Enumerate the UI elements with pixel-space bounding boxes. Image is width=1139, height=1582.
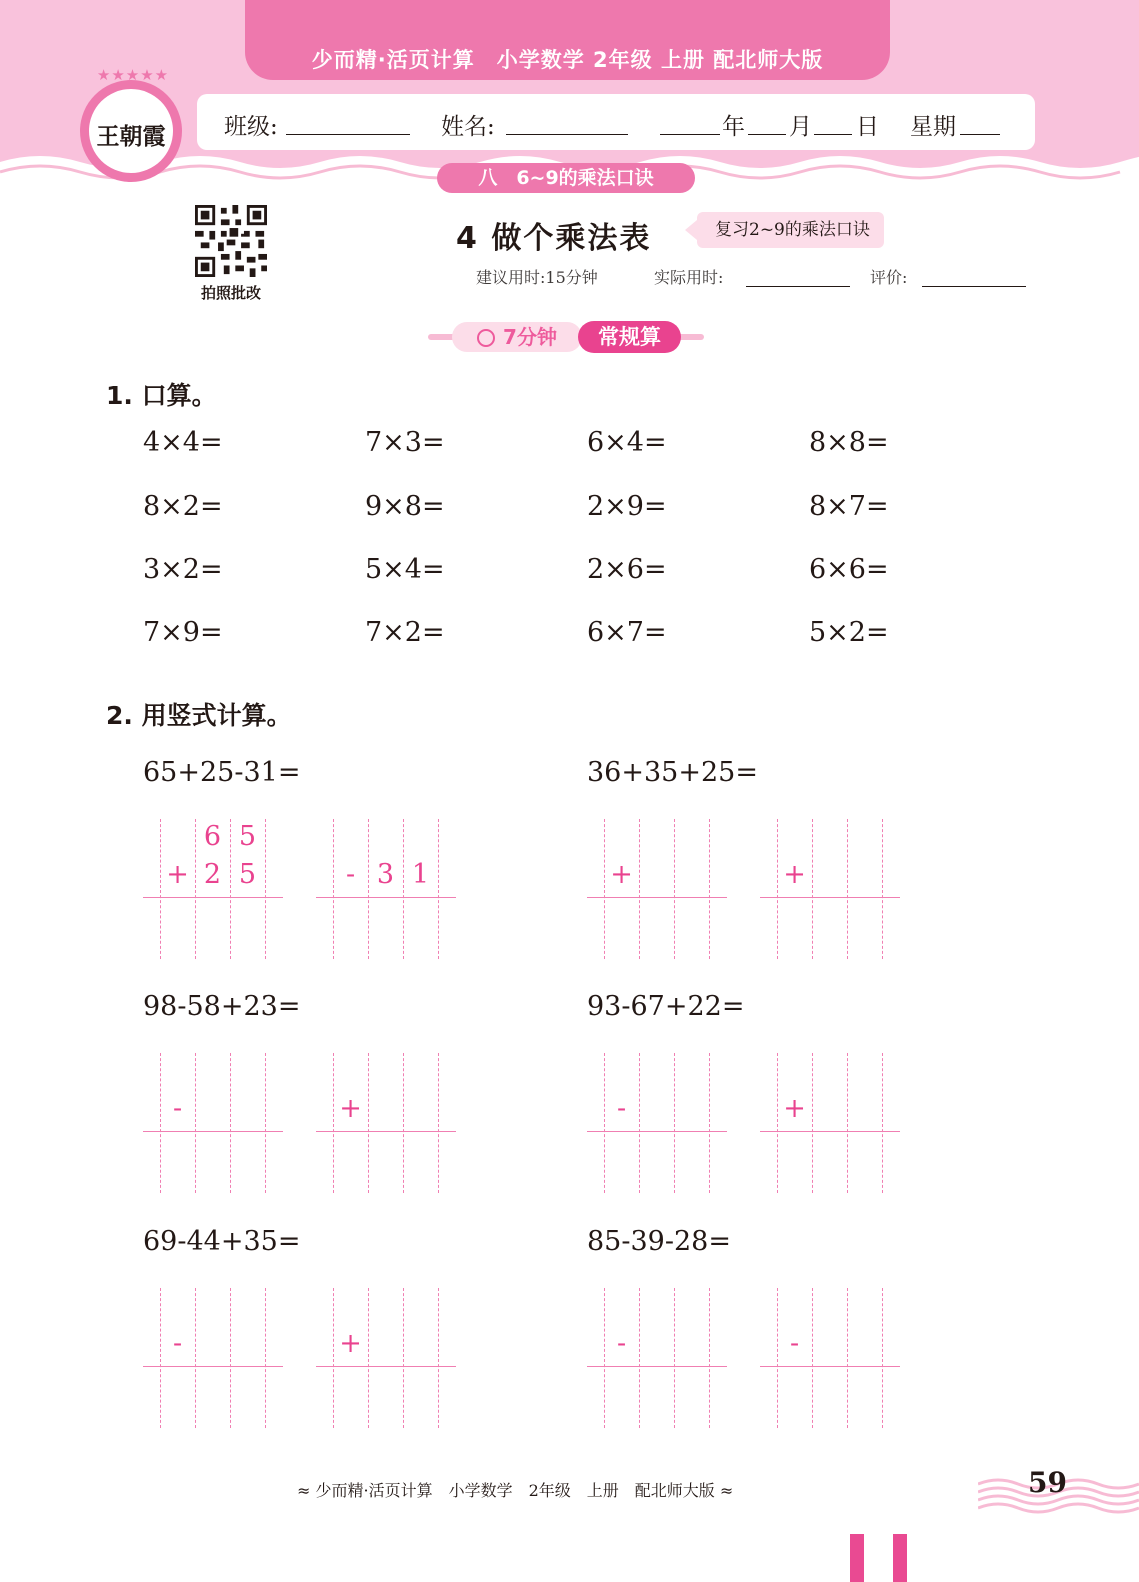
footer-text: ≈ 少而精·活页计算 小学数学 2年级 上册 配北师大版 ≈ <box>297 1481 734 1500</box>
day-field[interactable] <box>814 134 852 135</box>
actual-time-field[interactable] <box>746 286 850 287</box>
grid-column-line <box>403 1288 404 1428</box>
timer-duration <box>452 322 582 352</box>
month-label: 月 <box>789 114 812 140</box>
grid-column-line <box>674 1288 675 1428</box>
calculation-grid[interactable] <box>587 1053 727 1193</box>
oral-problem[interactable]: 2×9= <box>587 491 667 522</box>
month-field[interactable] <box>748 134 786 135</box>
grid-sum-line <box>143 1366 283 1367</box>
grid-column-line <box>812 1288 813 1428</box>
calculation-grid[interactable] <box>760 1288 900 1428</box>
vertical-problem-expression: 85-39-28= <box>587 1226 731 1257</box>
oral-problem[interactable]: 6×6= <box>809 554 889 585</box>
grid-sum-line <box>316 1131 456 1132</box>
unit-title: 八 6~9的乘法口诀 <box>437 163 695 193</box>
grid-column-line <box>812 819 813 959</box>
grid-column-line <box>230 1288 231 1428</box>
oral-problem[interactable]: 8×2= <box>143 491 223 522</box>
year-label: 年 <box>722 114 745 140</box>
footer-bar-left <box>850 1534 864 1582</box>
grid-column-line <box>639 1288 640 1428</box>
calculation-grid[interactable] <box>143 819 283 959</box>
grid-digit: - <box>172 1093 183 1124</box>
grid-sum-line <box>587 1131 727 1132</box>
vertical-problem-expression: 93-67+22= <box>587 991 745 1022</box>
timer-duration-text: 7分钟 <box>503 325 557 349</box>
oral-problem[interactable]: 4×4= <box>143 427 223 458</box>
grid-column-line <box>847 1053 848 1193</box>
footer-bar-right <box>893 1534 907 1582</box>
grid-column-line <box>674 1053 675 1193</box>
stopwatch-icon <box>477 329 495 347</box>
grid-column-line <box>882 1053 883 1193</box>
oral-problem[interactable]: 2×6= <box>587 554 667 585</box>
grid-column-line <box>438 819 439 959</box>
calculation-grid[interactable] <box>316 819 456 959</box>
review-tag: 复习2~9的乘法口诀 <box>697 212 884 248</box>
class-field[interactable] <box>286 134 410 135</box>
grid-digit: + <box>339 1093 362 1124</box>
grid-digit: + <box>610 859 633 890</box>
grid-sum-line <box>760 1366 900 1367</box>
oral-problem[interactable]: 7×2= <box>365 617 445 648</box>
grid-column-line <box>265 819 266 959</box>
grid-digit: - <box>616 1093 627 1124</box>
suggested-time: 建议用时:15分钟 <box>476 268 598 287</box>
calculation-grid[interactable] <box>587 819 727 959</box>
grid-column-line <box>812 1053 813 1193</box>
page-number: 59 <box>1028 1466 1067 1499</box>
evaluation-label: 评价: <box>870 268 908 287</box>
logo-stars: ★★★★★ <box>96 66 170 84</box>
grid-digit: - <box>172 1328 183 1359</box>
oral-problem[interactable]: 6×4= <box>587 427 667 458</box>
name-field[interactable] <box>506 134 628 135</box>
calculation-grid[interactable] <box>143 1288 283 1428</box>
grid-column-line <box>674 819 675 959</box>
grid-column-line <box>265 1053 266 1193</box>
grid-digit: - <box>616 1328 627 1359</box>
grid-column-line <box>639 1053 640 1193</box>
grid-digit: 5 <box>238 859 257 890</box>
day-label: 日 <box>856 114 879 140</box>
q2-title: 2. 用竖式计算。 <box>106 701 292 730</box>
calculation-grid[interactable] <box>316 1288 456 1428</box>
grid-sum-line <box>316 897 456 898</box>
grid-digit: 5 <box>238 821 257 852</box>
calculation-grid[interactable] <box>587 1288 727 1428</box>
grid-column-line <box>195 1053 196 1193</box>
grid-digit: 3 <box>376 859 395 890</box>
weekday-label: 星期 <box>910 114 956 140</box>
grid-digit: + <box>783 1093 806 1124</box>
grid-sum-line <box>760 897 900 898</box>
vertical-problem-expression: 69-44+35= <box>143 1226 301 1257</box>
actual-time-label: 实际用时: <box>654 268 724 287</box>
vertical-problem-expression: 36+35+25= <box>587 757 758 788</box>
grid-column-line <box>195 1288 196 1428</box>
grid-column-line <box>709 1053 710 1193</box>
grid-digit: - <box>345 859 356 890</box>
oral-problem[interactable]: 7×9= <box>143 617 223 648</box>
grid-column-line <box>403 1053 404 1193</box>
weekday-field[interactable] <box>960 134 1000 135</box>
grid-digit: 6 <box>203 821 222 852</box>
grid-digit: + <box>166 859 189 890</box>
name-label: 姓名: <box>441 114 495 140</box>
evaluation-field[interactable] <box>922 286 1026 287</box>
grid-sum-line <box>587 1366 727 1367</box>
calculation-grid[interactable] <box>760 819 900 959</box>
oral-problem[interactable]: 6×7= <box>587 617 667 648</box>
grid-sum-line <box>316 1366 456 1367</box>
grid-column-line <box>882 1288 883 1428</box>
oral-problem[interactable]: 3×2= <box>143 554 223 585</box>
grid-column-line <box>438 1288 439 1428</box>
lesson-title: 4 做个乘法表 <box>456 221 652 256</box>
grid-digit: - <box>789 1328 800 1359</box>
calculation-grid[interactable] <box>143 1053 283 1193</box>
grid-sum-line <box>760 1131 900 1132</box>
grid-digit: + <box>339 1328 362 1359</box>
oral-problem[interactable]: 7×3= <box>365 427 445 458</box>
grid-column-line <box>265 1288 266 1428</box>
grid-sum-line <box>143 897 283 898</box>
grid-column-line <box>882 819 883 959</box>
grid-column-line <box>847 819 848 959</box>
class-label: 班级: <box>224 114 278 140</box>
grid-sum-line <box>587 897 727 898</box>
grid-digit: 1 <box>411 859 430 890</box>
grid-column-line <box>639 819 640 959</box>
grid-column-line <box>847 1288 848 1428</box>
oral-problem[interactable]: 5×2= <box>809 617 889 648</box>
calculation-grid[interactable] <box>316 1053 456 1193</box>
year-field[interactable] <box>660 134 720 135</box>
oral-problem[interactable]: 5×4= <box>365 554 445 585</box>
grid-column-line <box>230 1053 231 1193</box>
grid-column-line <box>368 1288 369 1428</box>
grid-column-line <box>438 1053 439 1193</box>
grid-digit: + <box>783 859 806 890</box>
oral-problem[interactable]: 8×7= <box>809 491 889 522</box>
series-title: 少而精·活页计算 小学数学 2年级 上册 配北师大版 <box>311 48 824 72</box>
oral-problem[interactable]: 9×8= <box>365 491 445 522</box>
qr-code-icon[interactable] <box>193 205 269 277</box>
grid-column-line <box>368 1053 369 1193</box>
vertical-problem-expression: 65+25-31= <box>143 757 301 788</box>
qr-caption: 拍照批改 <box>200 284 261 302</box>
q1-title: 1. 口算。 <box>106 381 217 410</box>
calculation-grid[interactable] <box>760 1053 900 1193</box>
oral-problem[interactable]: 8×8= <box>809 427 889 458</box>
grid-column-line <box>709 1288 710 1428</box>
grid-sum-line <box>143 1131 283 1132</box>
grid-digit: 2 <box>203 859 222 890</box>
timer-label: 常规算 <box>578 321 681 353</box>
logo-text: 王朝霞 <box>96 123 166 150</box>
vertical-problem-expression: 98-58+23= <box>143 991 301 1022</box>
grid-column-line <box>709 819 710 959</box>
